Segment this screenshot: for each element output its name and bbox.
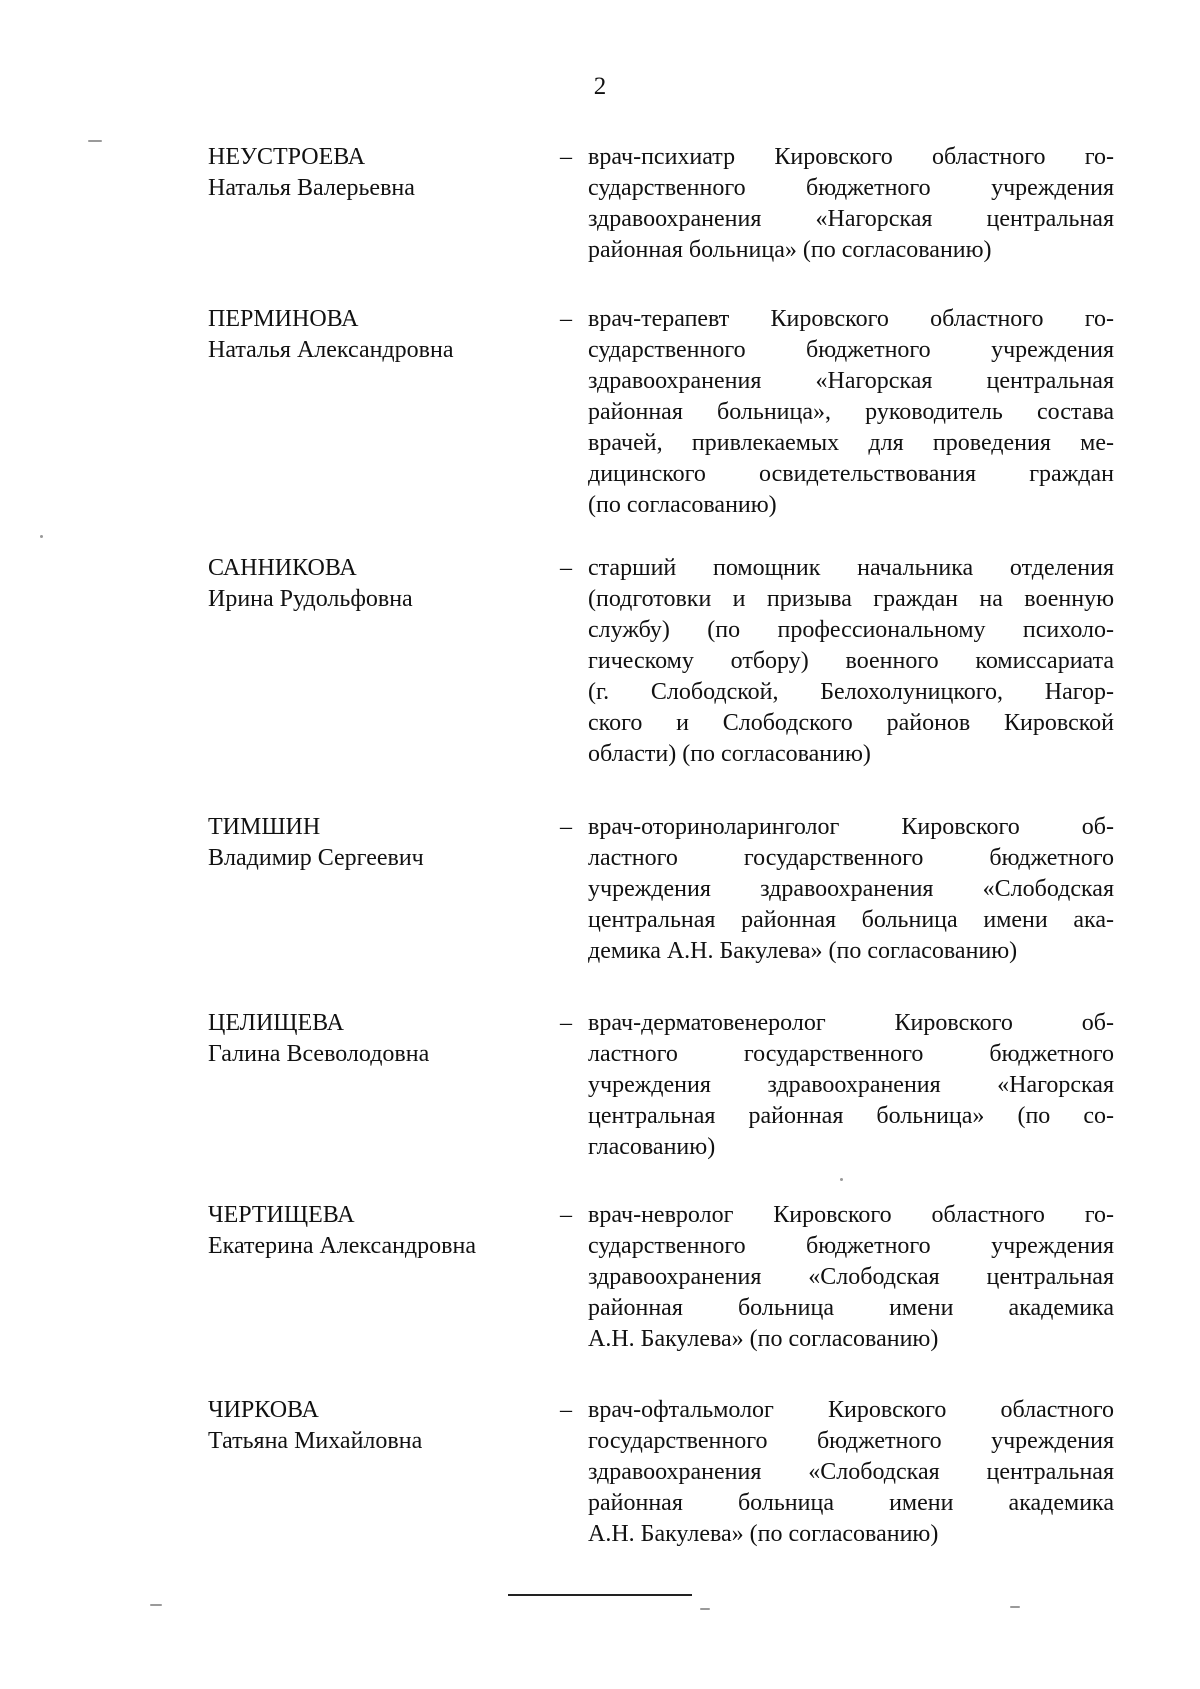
- entry-dash: –: [560, 555, 572, 581]
- position-line: сударственного бюджетного учреждения: [588, 1233, 1114, 1259]
- member-position: [588, 1200, 1114, 1355]
- position-line: учреждения здравоохранения «Нагорская: [588, 1072, 1114, 1098]
- scan-speck: [700, 1608, 710, 1610]
- position-line: врач-офтальмолог Кировского областного: [588, 1397, 1114, 1423]
- member-name: [208, 1395, 538, 1457]
- member-given-names: Ирина Рудольфовна: [208, 586, 413, 612]
- position-line: А.Н. Бакулева» (по согласованию): [588, 1326, 939, 1352]
- position-line: здравоохранения «Слободская центральная: [588, 1459, 1114, 1485]
- position-line: А.Н. Бакулева» (по согласованию): [588, 1521, 939, 1547]
- member-name: [208, 142, 538, 204]
- position-line: старший помощник начальника отделения: [588, 555, 1114, 581]
- position-line: сударственного бюджетного учреждения: [588, 337, 1114, 363]
- scan-speck: [88, 140, 102, 142]
- scan-speck: [40, 535, 43, 538]
- position-line: центральная районная больница имени ака-: [588, 907, 1114, 933]
- entry-dash: –: [560, 306, 572, 332]
- position-line: учреждения здравоохранения «Слободская: [588, 876, 1114, 902]
- member-surname: ЧИРКОВА: [208, 1397, 319, 1423]
- entry-dash: –: [560, 144, 572, 170]
- member-position: [588, 1008, 1114, 1163]
- position-line: районная больница», руководитель состава: [588, 399, 1114, 425]
- member-name: [208, 1008, 538, 1070]
- position-line: ластного государственного бюджетного: [588, 845, 1114, 871]
- member-surname: ЦЕЛИЩЕВА: [208, 1010, 344, 1036]
- position-line: врач-невролог Кировского областного го-: [588, 1202, 1114, 1228]
- position-line: центральная районная больница» (по со-: [588, 1103, 1114, 1129]
- member-given-names: Екатерина Александровна: [208, 1233, 476, 1259]
- member-position: [588, 553, 1114, 770]
- entry-dash: –: [560, 814, 572, 840]
- member-surname: НЕУСТРОЕВА: [208, 144, 366, 170]
- member-position: [588, 1395, 1114, 1550]
- member-surname: ПЕРМИНОВА: [208, 306, 359, 332]
- member-surname: ЧЕРТИЩЕВА: [208, 1202, 355, 1228]
- position-line: (г. Слободской, Белохолуницкого, Нагор-: [588, 679, 1114, 705]
- member-name: [208, 304, 538, 366]
- member-position: [588, 812, 1114, 967]
- member-name: [208, 812, 538, 874]
- member-name: [208, 1200, 538, 1262]
- position-line: области) (по согласованию): [588, 741, 871, 767]
- position-line: врач-оториноларинголог Кировского об-: [588, 814, 1114, 840]
- page-number: 2: [593, 73, 607, 100]
- position-line: (подготовки и призыва граждан на военную: [588, 586, 1114, 612]
- position-line: ского и Слободского районов Кировской: [588, 710, 1114, 736]
- position-line: государственного бюджетного учреждения: [588, 1428, 1114, 1454]
- position-line: демика А.Н. Бакулева» (по согласованию): [588, 938, 1018, 964]
- scan-speck: [840, 1178, 843, 1181]
- position-line: гласованию): [588, 1134, 716, 1160]
- member-given-names: Владимир Сергеевич: [208, 845, 424, 871]
- member-name: [208, 553, 538, 615]
- member-surname: САННИКОВА: [208, 555, 357, 581]
- position-line: врачей, привлекаемых для проведения ме-: [588, 430, 1114, 456]
- entry-dash: –: [560, 1397, 572, 1423]
- position-line: дицинского освидетельствования граждан: [588, 461, 1114, 487]
- position-line: врач-дерматовенеролог Кировского об-: [588, 1010, 1114, 1036]
- position-line: службу) (по профессиональному психоло-: [588, 617, 1114, 643]
- member-surname: ТИМШИН: [208, 814, 321, 840]
- position-line: здравоохранения «Нагорская центральная: [588, 368, 1114, 394]
- position-line: здравоохранения «Слободская центральная: [588, 1264, 1114, 1290]
- position-line: гическому отбору) военного комиссариата: [588, 648, 1114, 674]
- member-position: [588, 142, 1114, 266]
- closing-rule: [508, 1594, 692, 1596]
- position-line: (по согласованию): [588, 492, 777, 518]
- position-line: районная больница» (по согласованию): [588, 237, 992, 263]
- member-given-names: Наталья Валерьевна: [208, 175, 415, 201]
- scan-speck: [1010, 1606, 1020, 1608]
- position-line: врач-психиатр Кировского областного го-: [588, 144, 1114, 170]
- position-line: врач-терапевт Кировского областного го-: [588, 306, 1114, 332]
- position-line: районная больница имени академика: [588, 1295, 1114, 1321]
- position-line: ластного государственного бюджетного: [588, 1041, 1114, 1067]
- member-position: [588, 304, 1114, 521]
- position-line: районная больница имени академика: [588, 1490, 1114, 1516]
- scan-speck: [150, 1604, 162, 1606]
- entry-dash: –: [560, 1202, 572, 1228]
- position-line: сударственного бюджетного учреждения: [588, 175, 1114, 201]
- member-given-names: Галина Всеволодовна: [208, 1041, 430, 1067]
- member-given-names: Наталья Александровна: [208, 337, 454, 363]
- member-given-names: Татьяна Михайловна: [208, 1428, 423, 1454]
- position-line: здравоохранения «Нагорская центральная: [588, 206, 1114, 232]
- entry-dash: –: [560, 1010, 572, 1036]
